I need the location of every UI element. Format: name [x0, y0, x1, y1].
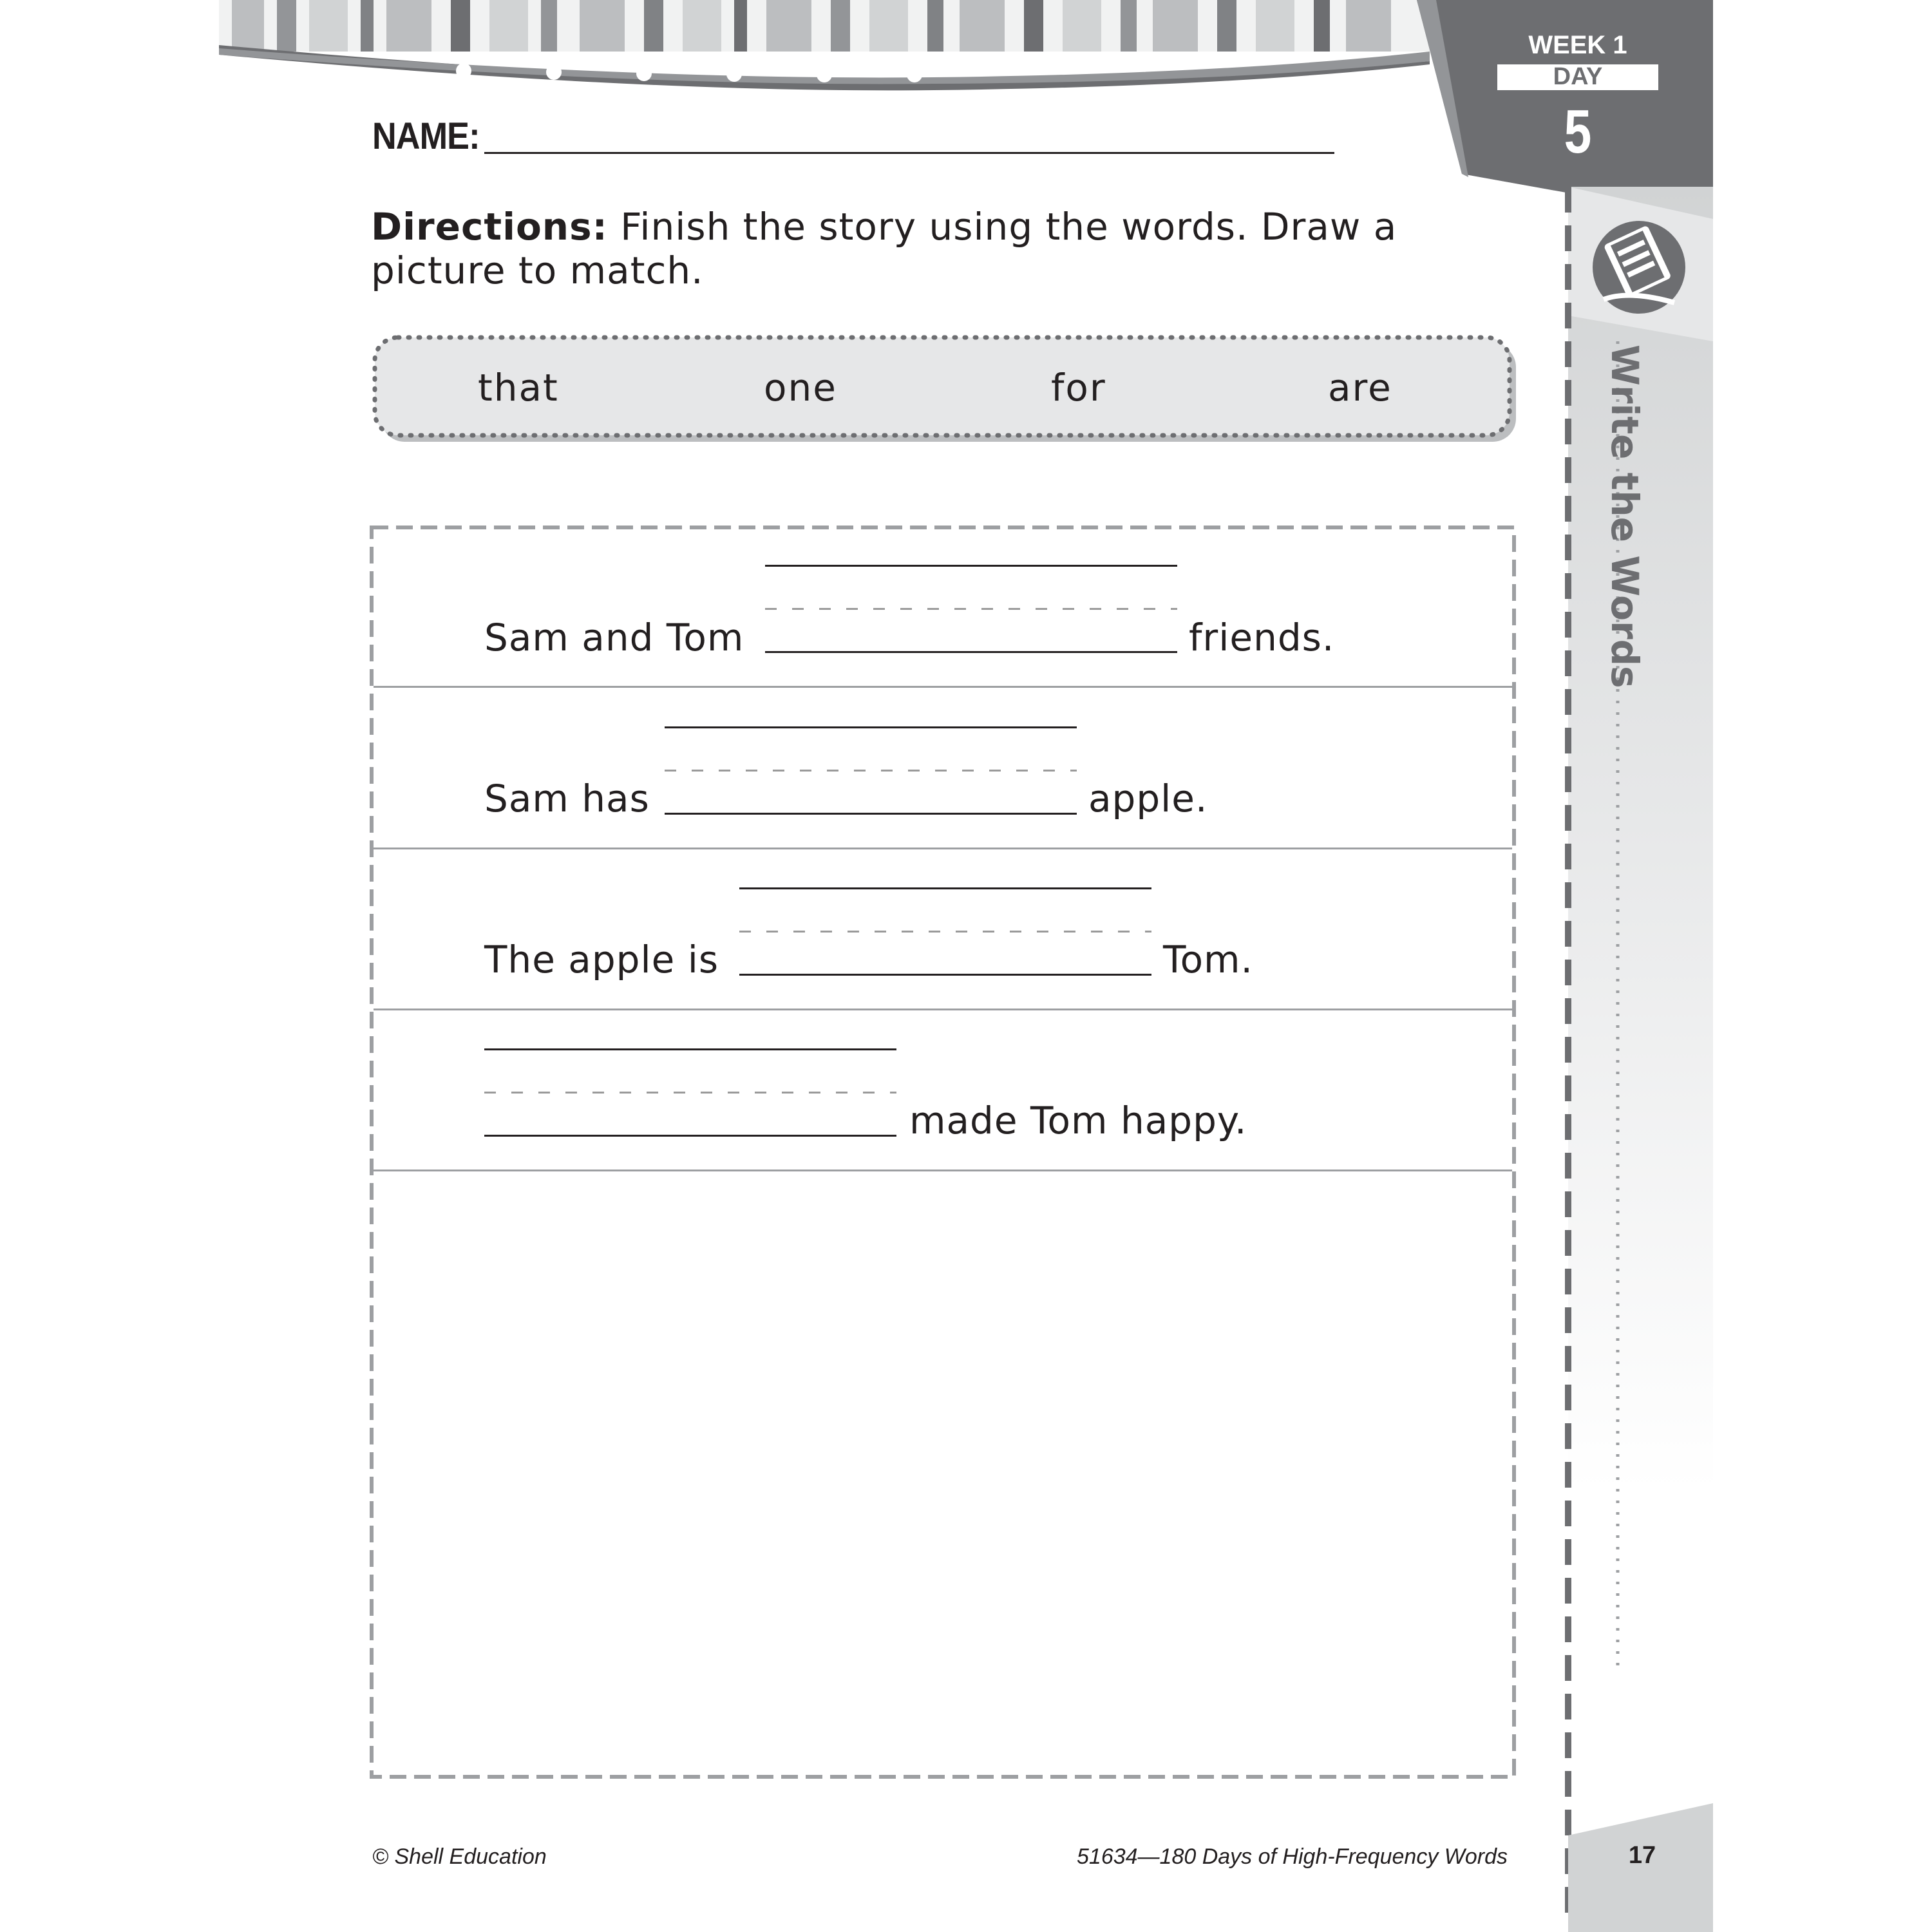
sentence-after: friends.: [1189, 616, 1335, 659]
week-label: WEEK 1: [1528, 31, 1627, 59]
writing-guide-top: [765, 565, 1177, 567]
directions: [371, 205, 1466, 292]
page-number: 17: [1628, 1842, 1656, 1869]
sentence-after: made Tom happy.: [909, 1099, 1247, 1142]
sentence-before: Sam and Tom: [484, 616, 744, 659]
pencil-paper-icon: [1593, 221, 1685, 314]
writing-guide-mid: [739, 931, 1151, 933]
writing-guide-mid: [765, 608, 1177, 610]
answer-blank[interactable]: [484, 1135, 896, 1137]
footer-copyright: © Shell Education: [372, 1844, 547, 1869]
word-bank-word: are: [1328, 366, 1392, 410]
answer-blank[interactable]: [739, 974, 1151, 976]
writing-guide-mid: [665, 770, 1077, 772]
row-divider: [374, 848, 1512, 849]
writing-guide-top: [739, 887, 1151, 889]
word-bank-word: for: [1051, 366, 1106, 410]
writing-guide-mid: [484, 1092, 896, 1094]
writing-guide-top: [665, 726, 1077, 728]
directions-text: Finish the story using the words. Draw a picture to match.: [371, 205, 1397, 292]
section-title: Write the Words: [1603, 345, 1647, 688]
sentence-after: Tom.: [1163, 938, 1253, 981]
word-bank-word: one: [764, 366, 837, 410]
row-divider: [374, 686, 1512, 688]
banner-stripes: [232, 0, 1391, 52]
row-divider: [374, 1170, 1512, 1171]
word-bank-word: that: [478, 366, 559, 410]
sentence-before: Sam has: [484, 777, 650, 820]
answer-blank[interactable]: [765, 651, 1177, 653]
row-divider: [374, 1009, 1512, 1010]
name-label: NAME:: [372, 115, 480, 157]
writing-guide-top: [484, 1048, 896, 1050]
directions-label: Directions:: [371, 205, 608, 249]
name-write-line[interactable]: [484, 152, 1334, 154]
drawing-area[interactable]: [374, 1173, 1512, 1775]
sentence-after: apple.: [1088, 777, 1208, 820]
answer-blank[interactable]: [665, 813, 1077, 815]
day-number: 5: [1564, 97, 1592, 166]
sentence-before: The apple is: [484, 938, 719, 981]
day-label: DAY: [1553, 63, 1603, 90]
footer-book-title: 51634—180 Days of High-Frequency Words: [1077, 1844, 1508, 1869]
